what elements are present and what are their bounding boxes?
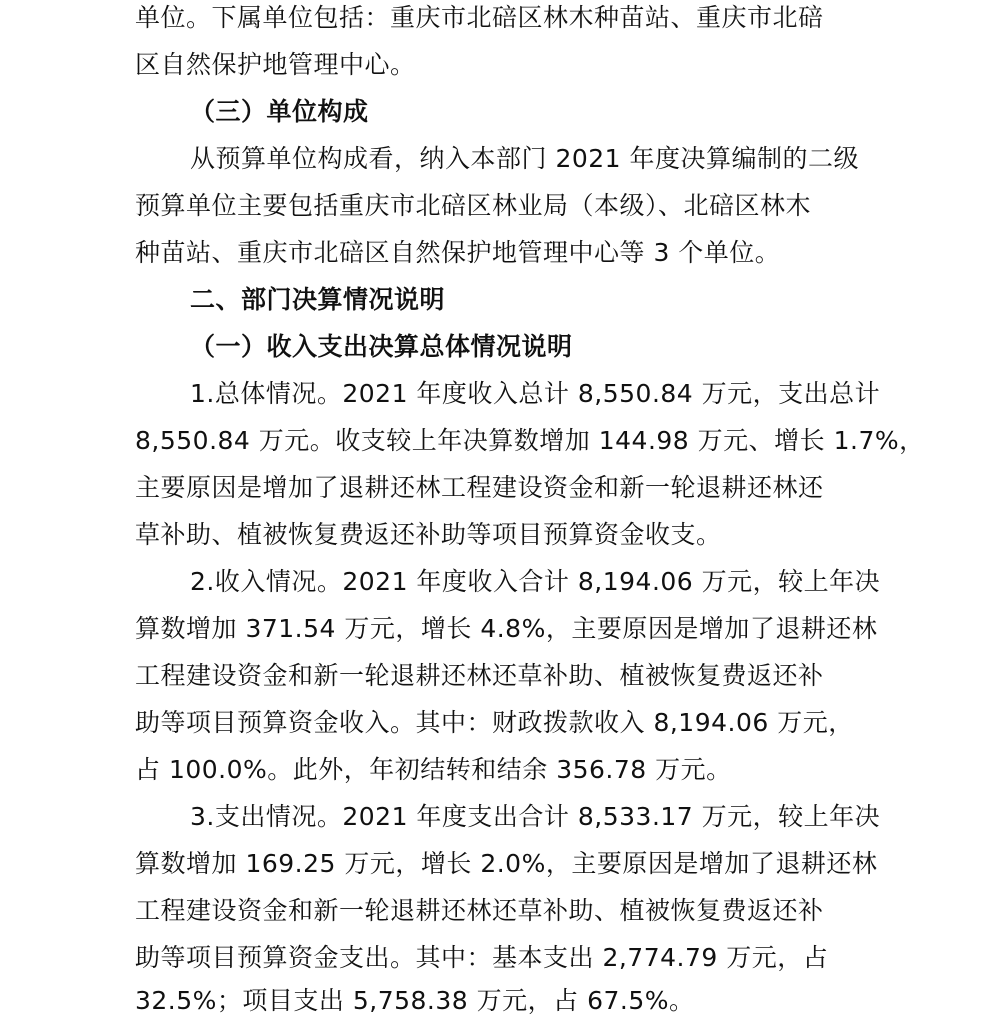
section-heading-final-accounts: 二、部门决算情况说明 — [190, 285, 446, 314]
text-line-15: 工程建设资金和新一轮退耕还林还草补助、植被恢复费返还补 — [135, 661, 824, 690]
text-line-19: 算数增加 169.25 万元，增长 2.0%，主要原因是增加了退耕还林 — [135, 849, 878, 878]
text-line-9: 1.总体情况。2021 年度收入总计 8,550.84 万元，支出总计 — [190, 379, 881, 408]
text-line-4: 从预算单位构成看，纳入本部门 2021 年度决算编制的二级 — [190, 144, 860, 173]
text-line-6: 种苗站、重庆市北碚区自然保护地管理中心等 3 个单位。 — [135, 238, 781, 267]
text-line-11: 主要原因是增加了退耕还林工程建设资金和新一轮退耕还林还 — [135, 473, 824, 502]
text-line-17: 占 100.0%。此外，年初结转和结余 356.78 万元。 — [135, 755, 732, 784]
text-line-22: 32.5%；项目支出 5,758.38 万元，占 67.5%。 — [135, 986, 695, 1015]
text-line-16: 助等项目预算资金收入。其中：财政拨款收入 8,194.06 万元， — [135, 708, 854, 737]
subsection-heading-income-expense: （一）收入支出决算总体情况说明 — [190, 332, 573, 361]
text-line-21: 助等项目预算资金支出。其中：基本支出 2,774.79 万元，占 — [135, 943, 829, 972]
text-line-5: 预算单位主要包括重庆市北碚区林业局（本级）、北碚区林木 — [135, 191, 812, 220]
text-line-2: 区自然保护地管理中心。 — [135, 50, 416, 79]
text-line-20: 工程建设资金和新一轮退耕还林还草补助、植被恢复费返还补 — [135, 896, 824, 925]
text-line-18: 3.支出情况。2021 年度支出合计 8,533.17 万元，较上年决 — [190, 802, 881, 831]
text-line-13: 2.收入情况。2021 年度收入合计 8,194.06 万元，较上年决 — [190, 567, 881, 596]
text-line-12: 草补助、植被恢复费返还补助等项目预算资金收支。 — [135, 520, 722, 549]
text-line-10: 8,550.84 万元。收支较上年决算数增加 144.98 万元、增长 1.7%， — [135, 426, 925, 455]
text-line-1: 单位。下属单位包括：重庆市北碚区林木种苗站、重庆市北碚 — [135, 3, 824, 32]
section-heading-unit-composition: （三）单位构成 — [190, 97, 369, 126]
text-line-14: 算数增加 371.54 万元，增长 4.8%，主要原因是增加了退耕还林 — [135, 614, 878, 643]
